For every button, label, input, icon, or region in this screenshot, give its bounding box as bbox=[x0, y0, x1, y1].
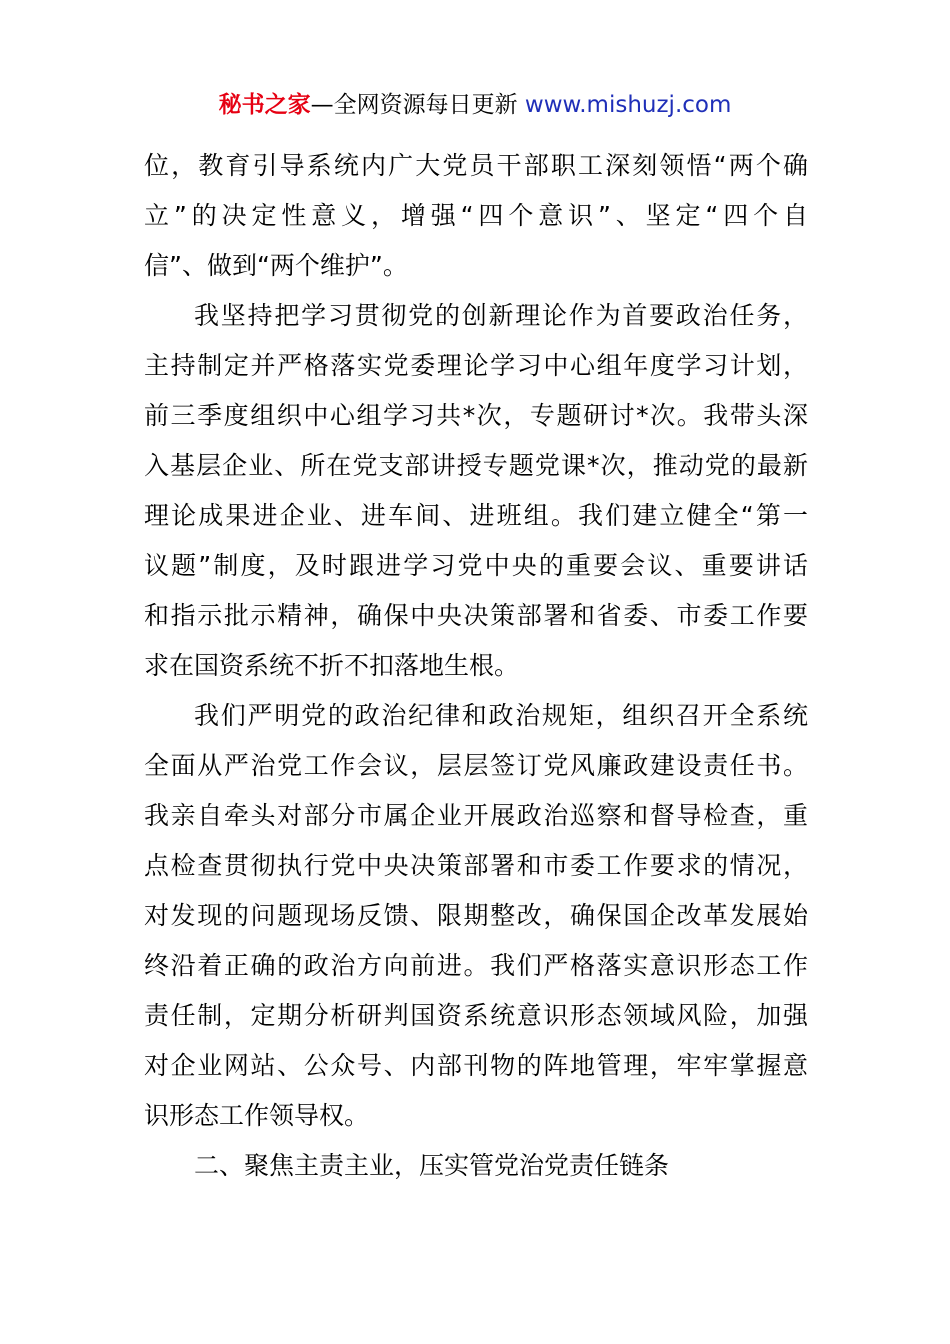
text-line: 入基层企业、所在党支部讲授专题党课*次，推动党的最新 bbox=[144, 451, 808, 480]
site-brand: 秘书之家 bbox=[218, 92, 311, 118]
text-line: 对发现的问题现场反馈、限期整改，确保国企改革发展始 bbox=[144, 901, 808, 930]
text-line: 和指示批示精神，确保中央决策部署和省委、市委工作要 bbox=[144, 601, 808, 630]
text-line: 理论成果进企业、进车间、进班组。我们建立健全“第一 bbox=[144, 501, 808, 530]
text-line: 立”的决定性意义，增强“四个意识”、坚定“四个自 bbox=[144, 201, 808, 230]
text-line: 全面从严治党工作会议，层层签订党风廉政建设责任书。 bbox=[144, 751, 808, 780]
text-line: 位，教育引导系统内广大党员干部职工深刻领悟“两个确 bbox=[144, 151, 808, 180]
text-line: 前三季度组织中心组学习共*次，专题研讨*次。我带头深 bbox=[144, 401, 808, 430]
text-line: 对企业网站、公众号、内部刊物的阵地管理，牢牢掌握意 bbox=[144, 1051, 808, 1080]
paragraph-first-line: 我们严明党的政治纪律和政治规矩，组织召开全系统 bbox=[194, 701, 808, 730]
section-heading: 二、聚焦主责主业，压实管党治党责任链条 bbox=[194, 1151, 670, 1180]
text-line: 终沿着正确的政治方向前进。我们严格落实意识形态工作 bbox=[144, 951, 808, 980]
site-header bbox=[0, 88, 950, 122]
paragraph-first-line: 我坚持把学习贯彻党的创新理论作为首要政治任务， bbox=[194, 301, 808, 330]
text-line: 识形态工作领导权。 bbox=[144, 1101, 370, 1130]
text-line: 议题”制度，及时跟进学习党中央的重要会议、重要讲话 bbox=[144, 551, 808, 580]
text-line: 责任制，定期分析研判国资系统意识形态领域风险，加强 bbox=[144, 1001, 808, 1030]
site-url-link[interactable]: www.mishuzj.com bbox=[524, 92, 732, 118]
text-line: 信”、做到“两个维护”。 bbox=[144, 251, 408, 280]
text-line: 点检查贯彻执行党中央决策部署和市委工作要求的情况， bbox=[144, 851, 808, 880]
text-line: 我亲自牵头对部分市属企业开展政治巡察和督导检查，重 bbox=[144, 801, 808, 830]
site-tagline: —全网资源每日更新 bbox=[310, 92, 525, 118]
text-line: 求在国资系统不折不扣落地生根。 bbox=[144, 651, 520, 680]
text-line: 主持制定并严格落实党委理论学习中心组年度学习计划， bbox=[144, 351, 808, 380]
document-body bbox=[144, 141, 808, 1191]
